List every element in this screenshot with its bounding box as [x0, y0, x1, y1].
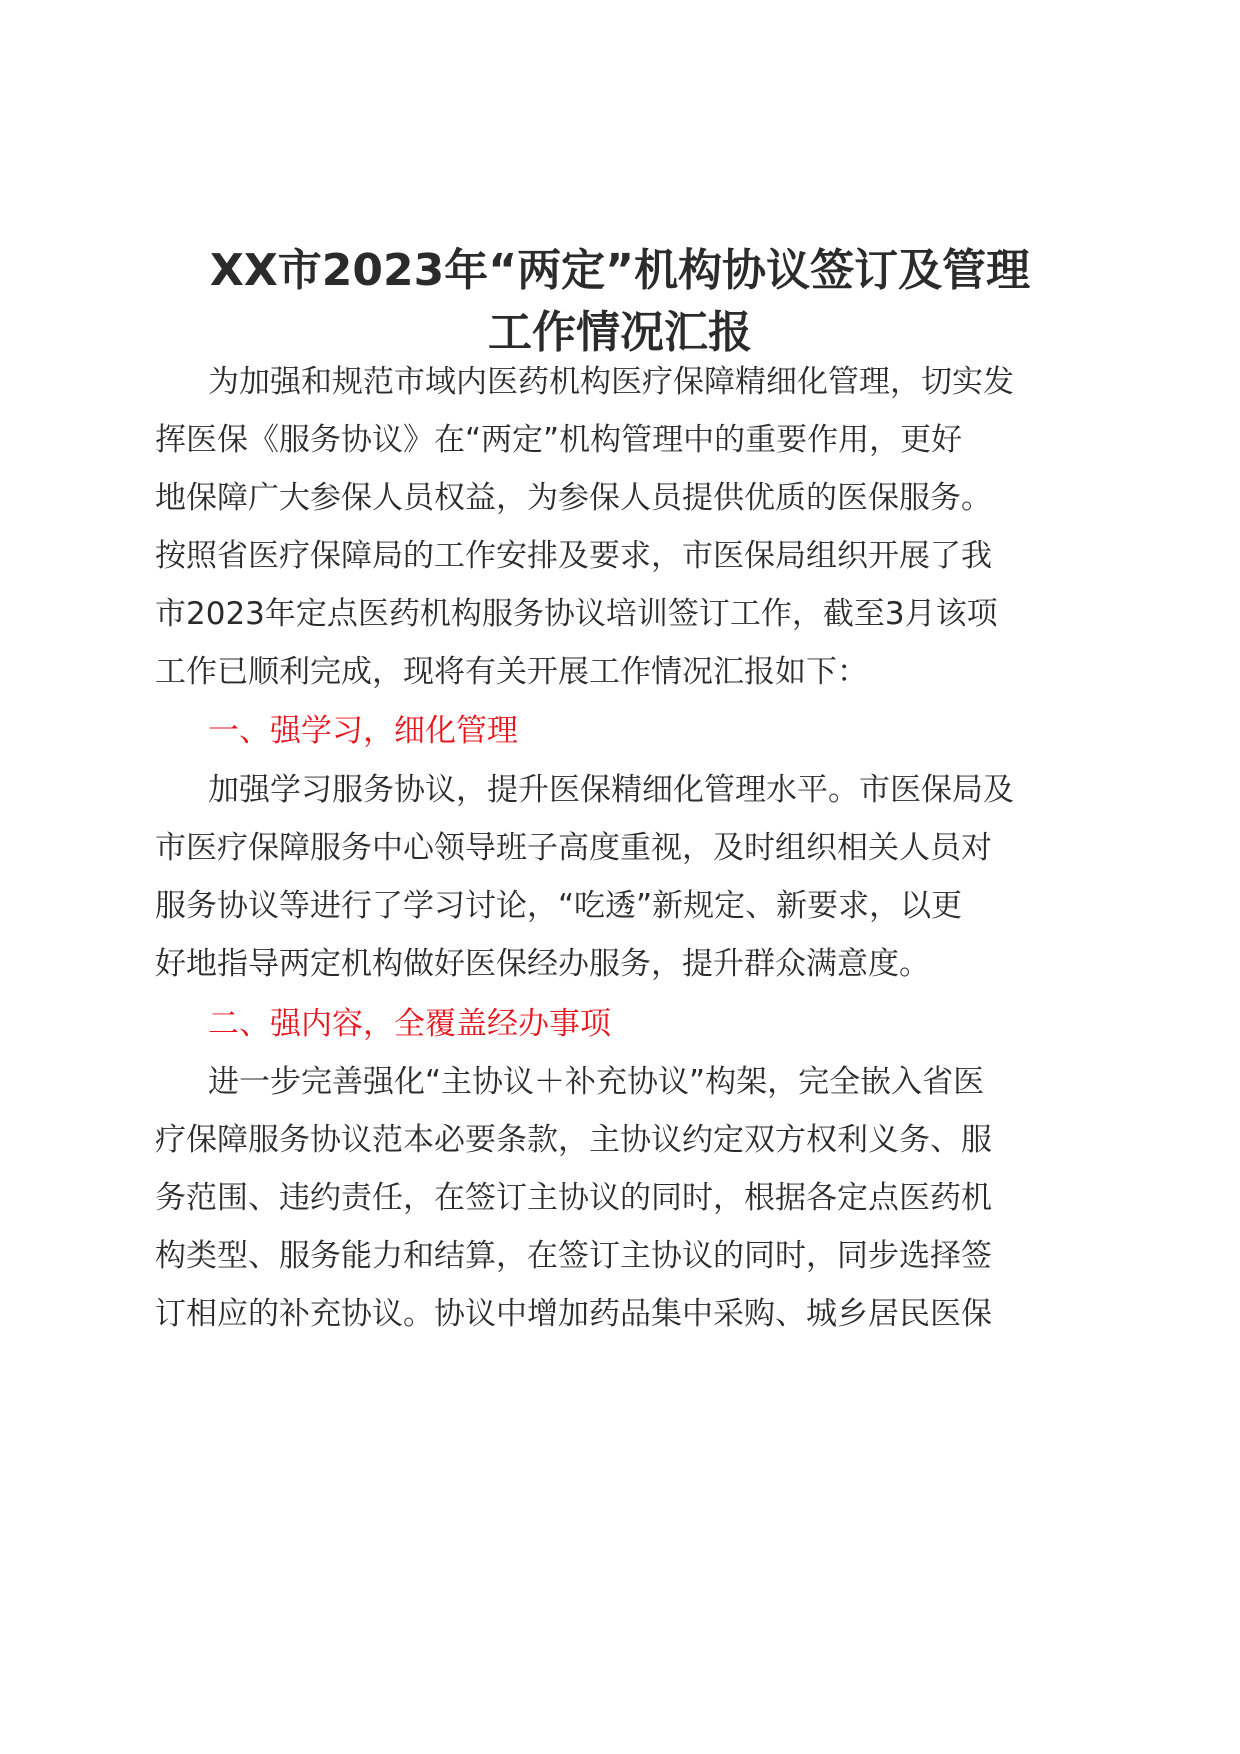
document-title [140, 240, 1100, 364]
intro-line: 为加强和规范市域内医药机构医疗保障精细化管理，切实发 [208, 364, 1014, 400]
intro-line: 挥医保《服务协议》在“两定”机构管理中的重要作用，更好 [155, 422, 963, 458]
section-2-heading: 二、强内容，全覆盖经办事项 [208, 1006, 611, 1042]
section-1-line: 加强学习服务协议，提升医保精细化管理水平。市医保局及 [208, 772, 1014, 808]
section-1-line: 市医疗保障服务中心领导班子高度重视，及时组织相关人员对 [155, 830, 992, 866]
section-1-heading: 一、强学习，细化管理 [208, 713, 518, 749]
section-1-line: 好地指导两定机构做好医保经办服务，提升群众满意度。 [155, 946, 930, 982]
section-2-line: 疗保障服务协议范本必要条款，主协议约定双方权利义务、服 [155, 1122, 992, 1158]
section-1-line: 服务协议等进行了学习讨论，“吃透”新规定、新要求，以更 [155, 888, 963, 924]
section-2-line: 务范围、违约责任，在签订主协议的同时，根据各定点医药机 [155, 1180, 992, 1216]
title-line-2: 工作情况汇报 [488, 307, 752, 358]
section-2-line: 构类型、服务能力和结算，在签订主协议的同时，同步选择签 [155, 1238, 992, 1274]
intro-line: 地保障广大参保人员权益，为参保人员提供优质的医保服务。 [155, 480, 992, 516]
intro-line: 市2023年定点医药机构服务协议培训签订工作，截至3月该项 [155, 596, 998, 632]
section-2-line: 订相应的补充协议。协议中增加药品集中采购、城乡居民医保 [155, 1296, 992, 1332]
title-line-1: XX市2023年“两定”机构协议签订及管理 [209, 245, 1031, 296]
intro-line: 按照省医疗保障局的工作安排及要求，市医保局组织开展了我 [155, 538, 992, 574]
section-2-line: 进一步完善强化“主协议＋补充协议”构架，完全嵌入省医 [208, 1064, 985, 1100]
intro-line: 工作已顺利完成，现将有关开展工作情况汇报如下： [155, 654, 868, 690]
